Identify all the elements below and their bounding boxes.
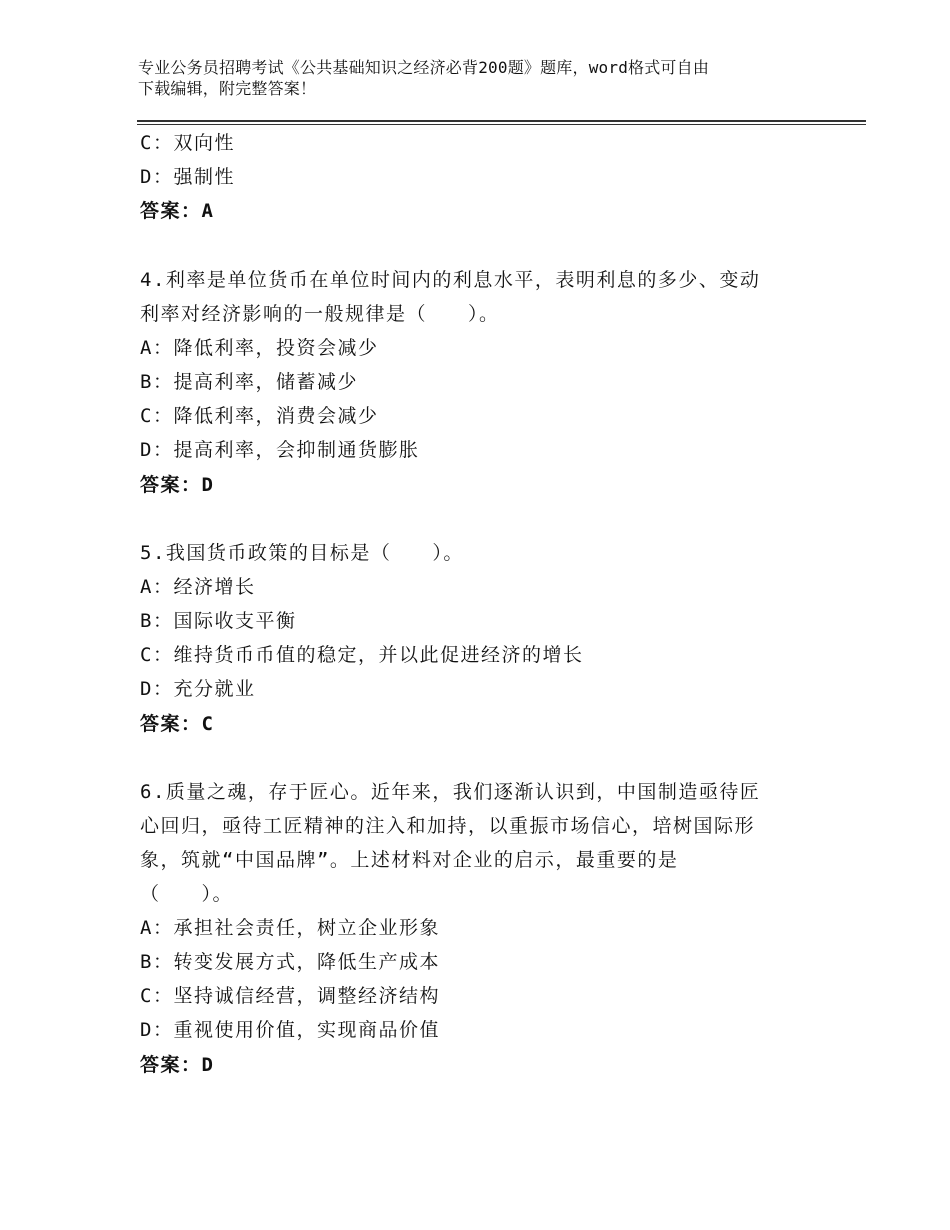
q5-option-b: B：国际收支平衡 [140,610,297,632]
q5-stem-line-1: 5.我国货币政策的目标是（ ）。 [140,542,464,564]
q6-stem-line-4: （ ）。 [140,883,234,905]
q4-option-b: B：提高利率，储蓄减少 [140,371,358,393]
page-header [138,57,818,99]
q6-stem-line-1: 6.质量之魂，存于匠心。近年来，我们逐渐认识到，中国制造亟待匠 [140,781,761,803]
q4-option-c: C：降低利率，消费会减少 [140,405,379,427]
q6-answer: 答案：D [140,1054,215,1076]
header-divider [137,120,866,125]
prev-option-c: C：双向性 [140,132,235,154]
q6-stem-line-3: 象，筑就“中国品牌”。上述材料对企业的启示，最重要的是 [140,849,679,871]
q6-option-d: D：重视使用价值，实现商品价值 [140,1019,440,1041]
header-line-1: 专业公务员招聘考试《公共基础知识之经济必背200题》题库，word格式可自由 [138,58,710,77]
prev-option-d: D：强制性 [140,166,235,188]
q5-option-c: C：维持货币币值的稳定，并以此促进经济的增长 [140,644,584,666]
q6-option-b: B：转变发展方式，降低生产成本 [140,951,440,973]
q4-stem-line-1: 4.利率是单位货币在单位时间内的利息水平，表明利息的多少、变动 [140,269,761,291]
prev-answer: 答案：A [140,200,215,222]
q4-answer: 答案：D [140,474,215,496]
q5-option-a: A：经济增长 [140,576,256,598]
q6-stem-line-2: 心回归，亟待工匠精神的注入和加持，以重振市场信心，培树国际形 [140,815,756,837]
q5-option-d: D：充分就业 [140,678,256,700]
q6-option-a: A：承担社会责任，树立企业形象 [140,917,440,939]
q4-stem-line-2: 利率对经济影响的一般规律是（ ）。 [140,303,500,325]
q4-option-a: A：降低利率，投资会减少 [140,337,379,359]
q4-option-d: D：提高利率，会抑制通货膨胀 [140,439,420,461]
header-line-2: 下载编辑，附完整答案！ [138,79,317,98]
q5-answer: 答案：C [140,713,215,735]
q6-option-c: C：坚持诚信经营，调整经济结构 [140,985,440,1007]
